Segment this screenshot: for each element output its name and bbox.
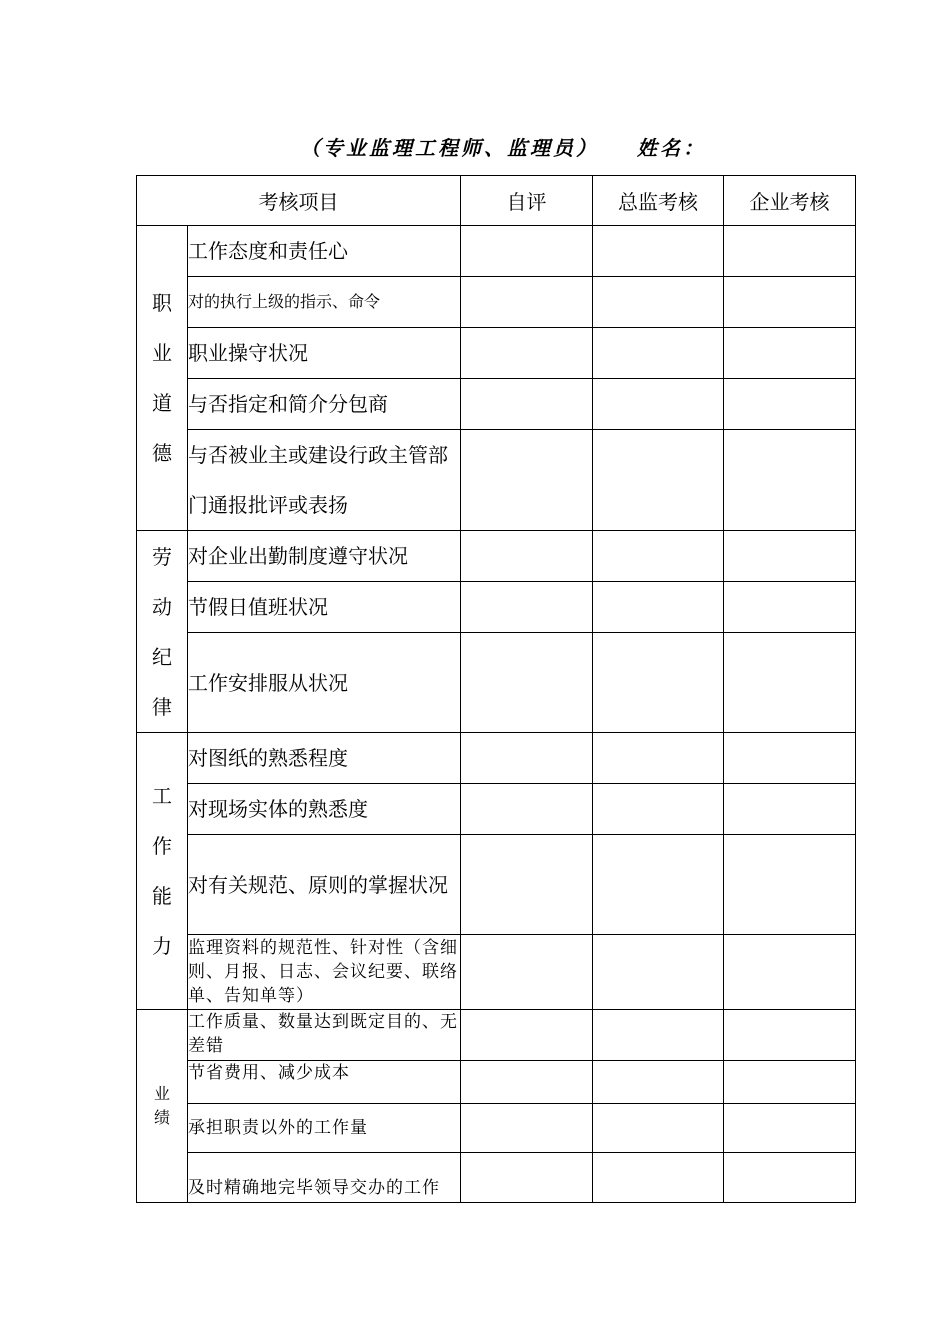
- self-score-cell[interactable]: [461, 277, 593, 328]
- self-score-cell[interactable]: [461, 935, 593, 1010]
- name-label: 姓名：: [637, 136, 706, 160]
- company-score-cell[interactable]: [724, 835, 856, 935]
- self-score-cell[interactable]: [461, 226, 593, 277]
- table-row: [137, 1061, 856, 1104]
- self-score-cell[interactable]: [461, 379, 593, 430]
- chief-score-cell[interactable]: [593, 1061, 724, 1104]
- item-label: 对企业出勤制度遵守状况: [188, 531, 461, 582]
- self-score-cell[interactable]: [461, 1010, 593, 1061]
- table-row: [137, 1104, 856, 1153]
- table-row: [137, 733, 856, 784]
- company-score-cell[interactable]: [724, 379, 856, 430]
- table-row: [137, 835, 856, 935]
- company-score-cell[interactable]: [724, 277, 856, 328]
- item-label: 工作态度和责任心: [188, 226, 461, 277]
- evaluation-table: [136, 175, 856, 1203]
- chief-score-cell[interactable]: [593, 1104, 724, 1153]
- category-ethics: [137, 226, 188, 531]
- self-score-cell[interactable]: [461, 531, 593, 582]
- category-char: 力: [152, 934, 172, 958]
- table-row: [137, 226, 856, 277]
- item-label: 承担职责以外的工作量: [188, 1104, 461, 1153]
- table-row: [137, 277, 856, 328]
- category-discipline: [137, 531, 188, 733]
- category-char: 职: [152, 291, 172, 315]
- self-score-cell[interactable]: [461, 582, 593, 633]
- chief-score-cell[interactable]: [593, 633, 724, 733]
- chief-score-cell[interactable]: [593, 582, 724, 633]
- category-char: 德: [152, 441, 172, 465]
- table-row: [137, 1153, 856, 1203]
- page-heading: [300, 132, 740, 166]
- company-score-cell[interactable]: [724, 531, 856, 582]
- company-score-cell[interactable]: [724, 733, 856, 784]
- self-score-cell[interactable]: [461, 1061, 593, 1104]
- self-score-cell[interactable]: [461, 835, 593, 935]
- item-label: 职业操守状况: [188, 328, 461, 379]
- category-char: 工: [152, 784, 172, 808]
- category-char: 纪: [152, 644, 172, 669]
- category-char: 业: [152, 341, 172, 365]
- company-score-cell[interactable]: [724, 430, 856, 531]
- header-company: 企业考核: [724, 176, 856, 226]
- table-row: [137, 379, 856, 430]
- table-row: [137, 430, 856, 531]
- category-char: 作: [152, 834, 172, 858]
- company-score-cell[interactable]: [724, 1153, 856, 1203]
- item-label: 工作安排服从状况: [188, 633, 461, 733]
- item-label: 监理资料的规范性、针对性（含细则、月报、日志、会议纪要、联络单、告知单等）: [188, 935, 461, 1010]
- self-score-cell[interactable]: [461, 733, 593, 784]
- item-label: 与否指定和简介分包商: [188, 379, 461, 430]
- item-label: 对有关规范、原则的掌握状况: [188, 835, 461, 935]
- table-row: [137, 935, 856, 1010]
- company-score-cell[interactable]: [724, 226, 856, 277]
- item-label: 对的执行上级的指示、命令: [188, 277, 461, 328]
- category-ability: [137, 733, 188, 1010]
- item-label: 对现场实体的熟悉度: [188, 784, 461, 835]
- table-row: [137, 784, 856, 835]
- chief-score-cell[interactable]: [593, 835, 724, 935]
- self-score-cell[interactable]: [461, 430, 593, 531]
- category-char: 动: [152, 594, 172, 619]
- item-label: 及时精确地完毕领导交办的工作: [188, 1153, 461, 1203]
- self-score-cell[interactable]: [461, 328, 593, 379]
- chief-score-cell[interactable]: [593, 1153, 724, 1203]
- table-row: [137, 582, 856, 633]
- table-row: [137, 1010, 856, 1061]
- category-performance: [137, 1010, 188, 1203]
- heading-role: （专业监理工程师、监理员）: [300, 136, 599, 160]
- chief-score-cell[interactable]: [593, 531, 724, 582]
- category-char: 能: [152, 884, 172, 908]
- chief-score-cell[interactable]: [593, 1010, 724, 1061]
- chief-score-cell[interactable]: [593, 430, 724, 531]
- company-score-cell[interactable]: [724, 784, 856, 835]
- item-label: 节省费用、减少成本: [188, 1061, 461, 1104]
- chief-score-cell[interactable]: [593, 328, 724, 379]
- self-score-cell[interactable]: [461, 1104, 593, 1153]
- company-score-cell[interactable]: [724, 328, 856, 379]
- header-item: 考核项目: [137, 176, 461, 226]
- company-score-cell[interactable]: [724, 1104, 856, 1153]
- item-label: 工作质量、数量达到既定目的、无差错: [188, 1010, 461, 1061]
- category-char: 律: [152, 694, 172, 719]
- chief-score-cell[interactable]: [593, 226, 724, 277]
- self-score-cell[interactable]: [461, 1153, 593, 1203]
- chief-score-cell[interactable]: [593, 784, 724, 835]
- chief-score-cell[interactable]: [593, 277, 724, 328]
- company-score-cell[interactable]: [724, 1061, 856, 1104]
- chief-score-cell[interactable]: [593, 733, 724, 784]
- category-char: 道: [152, 391, 172, 415]
- chief-score-cell[interactable]: [593, 379, 724, 430]
- company-score-cell[interactable]: [724, 1010, 856, 1061]
- self-score-cell[interactable]: [461, 633, 593, 733]
- company-score-cell[interactable]: [724, 633, 856, 733]
- header-self: 自评: [461, 176, 593, 226]
- item-label: 节假日值班状况: [188, 582, 461, 633]
- company-score-cell[interactable]: [724, 582, 856, 633]
- header-row: [137, 176, 856, 226]
- category-char: 劳: [152, 544, 172, 569]
- item-label: 对图纸的熟悉程度: [188, 733, 461, 784]
- chief-score-cell[interactable]: [593, 935, 724, 1010]
- item-label: 与否被业主或建设行政主管部门通报批评或表扬: [188, 430, 461, 531]
- category-char: 业: [153, 1084, 170, 1103]
- header-chief: 总监考核: [593, 176, 724, 226]
- table-row: [137, 633, 856, 733]
- company-score-cell[interactable]: [724, 935, 856, 1010]
- self-score-cell[interactable]: [461, 784, 593, 835]
- table-row: [137, 328, 856, 379]
- table-row: [137, 531, 856, 582]
- category-char: 绩: [153, 1108, 170, 1127]
